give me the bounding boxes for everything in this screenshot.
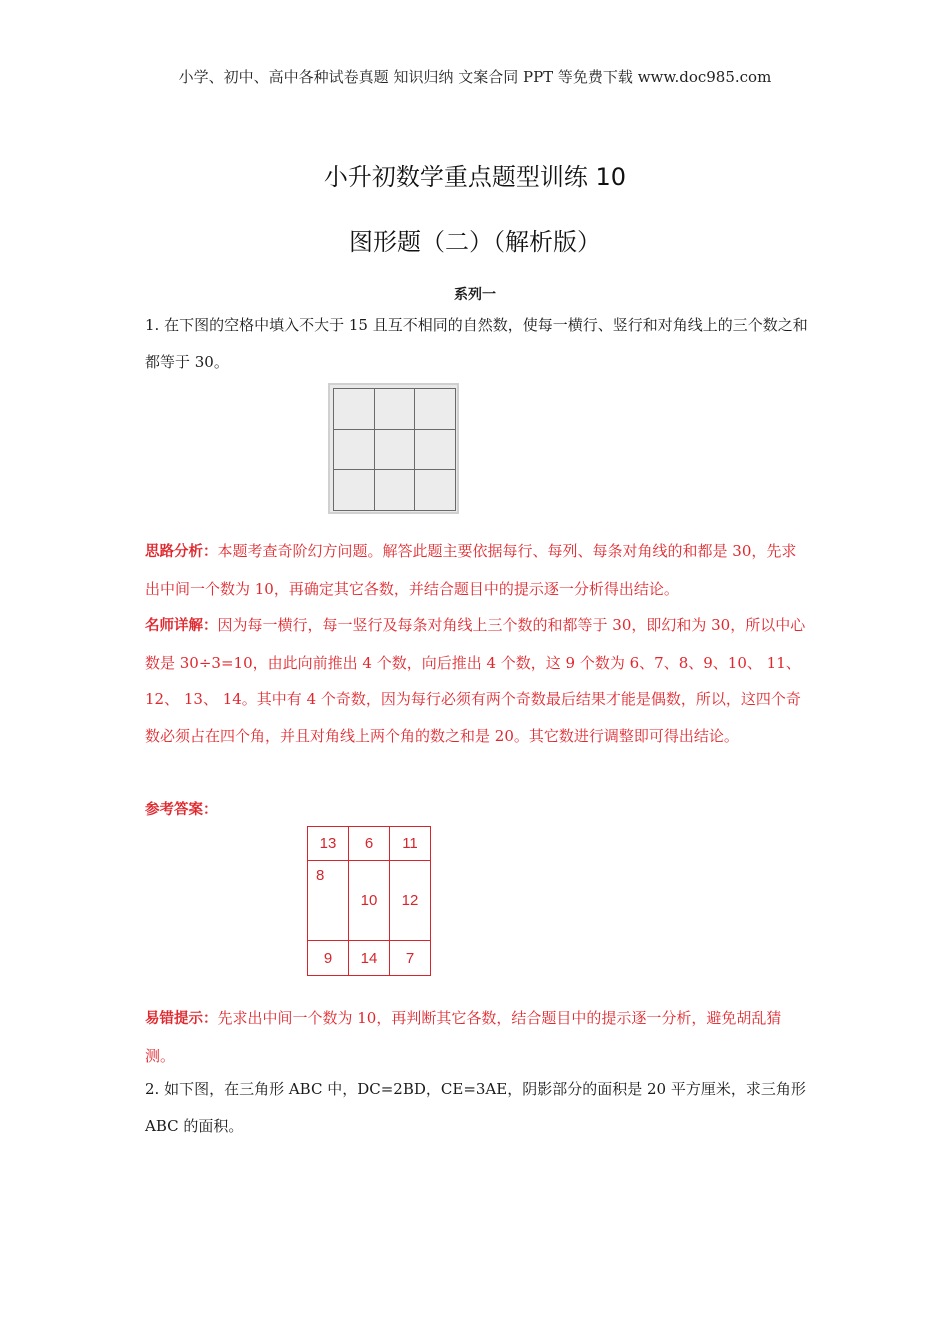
analysis-label: 思路分析： xyxy=(145,544,218,560)
analysis-paragraph xyxy=(145,533,810,607)
tip-paragraph xyxy=(145,1000,810,1074)
table-row xyxy=(308,941,431,976)
answer-label: 参考答案： xyxy=(145,802,218,818)
table-row xyxy=(308,861,431,941)
answer-cell: 6 xyxy=(349,827,390,861)
answer-cell: 9 xyxy=(308,941,349,976)
table-row xyxy=(308,827,431,861)
answer-cell: 7 xyxy=(390,941,431,976)
tip-text: 先求出中间一个数为 10，再判断其它各数，结合题目中的提示逐一分析，避免胡乱猜测。 xyxy=(145,1009,782,1065)
answer-cell: 10 xyxy=(349,861,390,941)
answer-cell: 13 xyxy=(308,827,349,861)
page-header: 小学、初中、高中各种试卷真题 知识归纳 文案合同 PPT 等免费下载 www.doc985.com xyxy=(178,68,772,86)
empty-grid-table xyxy=(333,388,456,511)
answer-magic-square xyxy=(307,826,431,976)
page-title: 小升初数学重点题型训练 10 xyxy=(323,163,627,191)
empty-magic-square-figure xyxy=(328,383,459,514)
page-subtitle: 图形题（二）（解析版） xyxy=(349,228,601,256)
detail-label: 名师详解： xyxy=(145,618,218,634)
answer-cell: 14 xyxy=(349,941,390,976)
answer-cell: 11 xyxy=(390,827,431,861)
question-2: 2. 如下图，在三角形 ABC 中，DC=2BD，CE=3AE，阴影部分的面积是 20 平方厘米，求三角形 ABC 的面积。 xyxy=(145,1080,806,1135)
detail-paragraph xyxy=(145,607,810,754)
detail-text: 因为每一横行，每一竖行及每条对角线上三个数的和都等于 30，即幻和为 30，所以中心数是 30÷3=10，由此向前推出 4 个数，向后推出 4 个数，这 9 个数为 6、7、8、9、10、 11、 12、 13、 14。其中有 4 个奇数，因为每行必须有两个奇数最后结果才能是偶数，所以，这四个奇数必须占在四个角，并且对角线上两个角的数之和是 20。其它数进行调整即可得出结论。 xyxy=(145,616,806,745)
question-1: 1. 在下图的空格中填入不大于 15 且互不相同的自然数，使每一横行、竖行和对角线上的三个数之和都等于 30。 xyxy=(145,316,808,371)
answer-cell: 8 xyxy=(308,861,349,941)
series-heading: 系列一 xyxy=(454,287,496,303)
answer-cell: 12 xyxy=(390,861,431,941)
analysis-text: 本题考查奇阶幻方问题。解答此题主要依据每行、每列、每条对角线的和都是 30，先求出中间一个数为 10，再确定其它各数，并结合题目中的提示逐一分析得出结论。 xyxy=(145,542,797,598)
tip-label: 易错提示： xyxy=(145,1011,218,1027)
